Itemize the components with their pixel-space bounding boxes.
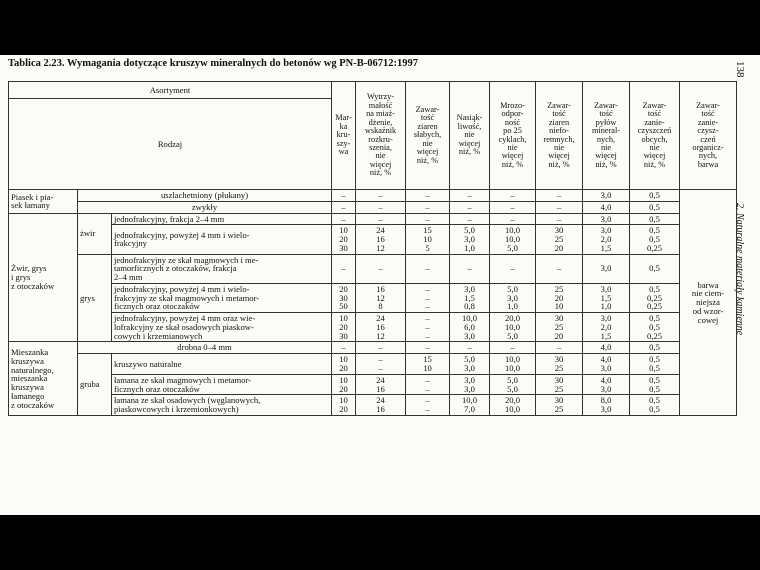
subgroup-grys: grys bbox=[78, 254, 112, 342]
cell-mrozoodpornosc: 20,0 10,0 bbox=[490, 395, 536, 416]
group-mieszanka: Mieszanka kruszywa naturalnego, mieszanka kruszywa łamanego z otoczaków bbox=[9, 342, 78, 415]
cell-marka: – bbox=[332, 190, 356, 202]
cell-marka: 20 30 50 bbox=[332, 283, 356, 312]
cell-zanieczyszczenia-obce: 0,5 0,5 0,25 bbox=[630, 313, 680, 342]
row-rodzaj: jednofrakcyjny, frakcja 2–4 mm bbox=[112, 213, 332, 225]
cell-ziarna-nieforemne: 25 20 10 bbox=[536, 283, 583, 312]
cell-nasiakliwosc: – bbox=[450, 342, 490, 354]
cell-ziarna-slabe: – – – bbox=[406, 283, 450, 312]
requirements-table bbox=[8, 81, 737, 416]
cell-wytrzymalosc: 24 16 12 bbox=[356, 313, 406, 342]
cell-mrozoodpornosc: – bbox=[490, 342, 536, 354]
cell-nasiakliwosc: – bbox=[450, 190, 490, 202]
cell-pyly: 3,0 1,5 1,0 bbox=[583, 283, 630, 312]
cell-zanieczyszczenia-obce: 0,5 bbox=[630, 213, 680, 225]
cell-ziarna-slabe: – bbox=[406, 201, 450, 213]
cell-nasiakliwosc: 3,0 1,5 0,8 bbox=[450, 283, 490, 312]
subgroup-zwir: żwir bbox=[78, 213, 112, 254]
cell-nasiakliwosc: 10,0 6,0 3,0 bbox=[450, 313, 490, 342]
cell-ziarna-nieforemne: – bbox=[536, 342, 583, 354]
cell-nasiakliwosc: – bbox=[450, 254, 490, 283]
cell-wytrzymalosc: – bbox=[356, 190, 406, 202]
cell-zanieczyszczenia-obce: 0,5 0,5 bbox=[630, 395, 680, 416]
cell-wytrzymalosc: 16 12 8 bbox=[356, 283, 406, 312]
row-rodzaj: jednofrakcyjny, powyżej 4 mm i wielo- frakcyjny bbox=[112, 225, 332, 254]
cell-wytrzymalosc: – bbox=[356, 201, 406, 213]
row-rodzaj: drobna 0–4 mm bbox=[78, 342, 332, 354]
row-rodzaj: zwykły bbox=[78, 201, 332, 213]
group-piasek: Piasek i pia- sek łamany bbox=[9, 190, 78, 214]
cell-nasiakliwosc: 10,0 7,0 bbox=[450, 395, 490, 416]
table-row bbox=[9, 254, 737, 283]
table-row bbox=[9, 190, 737, 202]
table-row bbox=[9, 313, 737, 342]
subgroup-gruba: gruba bbox=[78, 354, 112, 416]
cell-marka: 10 20 bbox=[332, 354, 356, 375]
header-asortyment: Asortyment bbox=[9, 82, 332, 99]
cell-ziarna-nieforemne: – bbox=[536, 201, 583, 213]
row-rodzaj: kruszywo naturalne bbox=[112, 354, 332, 375]
cell-nasiakliwosc: 3,0 3,0 bbox=[450, 374, 490, 395]
cell-ziarna-slabe: – – bbox=[406, 374, 450, 395]
table-row bbox=[9, 283, 737, 312]
cell-mrozoodpornosc: – bbox=[490, 190, 536, 202]
cell-ziarna-nieforemne: 30 25 bbox=[536, 374, 583, 395]
cell-zanieczyszczenia-obce: 0,5 0,25 0,25 bbox=[630, 283, 680, 312]
header-zanieczyszczenia-organiczne: Zawar- tość zanie- czysz- czeń organicz- nych, barwa bbox=[680, 82, 737, 190]
cell-pyly: 3,0 bbox=[583, 254, 630, 283]
cell-pyly: 4,0 3,0 bbox=[583, 374, 630, 395]
cell-ziarna-nieforemne: – bbox=[536, 254, 583, 283]
cell-ziarna-nieforemne: 30 25 20 bbox=[536, 225, 583, 254]
cell-wytrzymalosc: – – bbox=[356, 354, 406, 375]
cell-pyly: 4,0 bbox=[583, 201, 630, 213]
cell-pyly: 4,0 3,0 bbox=[583, 354, 630, 375]
header-ziarna-nieforemne: Zawar- tość ziaren niefo- remnych, nie więcej niż, % bbox=[536, 82, 583, 190]
cell-zanieczyszczenia-obce: 0,5 0,5 bbox=[630, 354, 680, 375]
cell-mrozoodpornosc: 10,0 10,0 5,0 bbox=[490, 225, 536, 254]
cell-marka: – bbox=[332, 213, 356, 225]
cell-ziarna-nieforemne: – bbox=[536, 190, 583, 202]
header-mrozoodpornosc: Mrozo- odpor- ność po 25 cyklach, nie więcej niż, % bbox=[490, 82, 536, 190]
header-pyly: Zawar- tość pyłów mineral- nych, nie więcej niż, % bbox=[583, 82, 630, 190]
cell-nasiakliwosc: 5,0 3,0 bbox=[450, 354, 490, 375]
cell-ziarna-slabe: – bbox=[406, 213, 450, 225]
cell-ziarna-slabe: – bbox=[406, 254, 450, 283]
cell-pyly: 4,0 bbox=[583, 342, 630, 354]
row-rodzaj: łamana ze skał magmowych i metamor- ficznych oraz otoczaków bbox=[112, 374, 332, 395]
cell-ziarna-slabe: – bbox=[406, 190, 450, 202]
group-zwir-grys: Żwir, grys i grys z otoczaków bbox=[9, 213, 78, 342]
cell-nasiakliwosc: 5,0 3,0 1,0 bbox=[450, 225, 490, 254]
cell-ziarna-slabe: 15 10 bbox=[406, 354, 450, 375]
table-row bbox=[9, 201, 737, 213]
cell-zanieczyszczenia-obce: 0,5 bbox=[630, 342, 680, 354]
cell-wytrzymalosc: 24 16 bbox=[356, 374, 406, 395]
cell-wytrzymalosc: – bbox=[356, 213, 406, 225]
cell-marka: – bbox=[332, 201, 356, 213]
table-row bbox=[9, 225, 737, 254]
row-rodzaj: łamana ze skał osadowych (węglanowych, piaskowcowych i krzemionkowych) bbox=[112, 395, 332, 416]
cell-pyly: 3,0 2,0 1,5 bbox=[583, 313, 630, 342]
cell-nasiakliwosc: – bbox=[450, 213, 490, 225]
cell-ziarna-slabe: – – – bbox=[406, 313, 450, 342]
cell-zanieczyszczenia-obce: 0,5 0,5 0,25 bbox=[630, 225, 680, 254]
cell-mrozoodpornosc: – bbox=[490, 201, 536, 213]
header-ziarna-slabe: Zawar- tość ziaren słabych, nie więcej niż, % bbox=[406, 82, 450, 190]
table-row bbox=[9, 395, 737, 416]
table-row bbox=[9, 213, 737, 225]
cell-zanieczyszczenia-obce: 0,5 bbox=[630, 201, 680, 213]
header-zanieczyszczenia-obce: Zawar- tość zanie- czyszczeń obcych, nie więcej niż, % bbox=[630, 82, 680, 190]
cell-zanieczyszczenia-obce: 0,5 bbox=[630, 190, 680, 202]
cell-wytrzymalosc: – bbox=[356, 342, 406, 354]
running-head: 2. Naturalne materiały kamienne bbox=[734, 203, 745, 336]
cell-mrozoodpornosc: – bbox=[490, 254, 536, 283]
table-row bbox=[9, 354, 737, 375]
cell-ziarna-nieforemne: – bbox=[536, 213, 583, 225]
page-number: 138 bbox=[734, 61, 746, 78]
cell-marka: 10 20 30 bbox=[332, 225, 356, 254]
cell-ziarna-nieforemne: 30 25 20 bbox=[536, 313, 583, 342]
cell-marka: – bbox=[332, 342, 356, 354]
cell-mrozoodpornosc: – bbox=[490, 213, 536, 225]
cell-mrozoodpornosc: 5,0 3,0 1,0 bbox=[490, 283, 536, 312]
cell-wytrzymalosc: – bbox=[356, 254, 406, 283]
cell-mrozoodpornosc: 5,0 5,0 bbox=[490, 374, 536, 395]
cell-zanieczyszczenia-obce: 0,5 0,5 bbox=[630, 374, 680, 395]
header-wytrzymalosc: Wytrzy- małość na miaż- dżenie, wskaźnik rozkru- szenia, nie więcej niż, % bbox=[356, 82, 406, 190]
row-rodzaj: uszlachetniony (płukany) bbox=[78, 190, 332, 202]
cell-pyly: 3,0 bbox=[583, 213, 630, 225]
cell-ziarna-nieforemne: 30 25 bbox=[536, 395, 583, 416]
table-row bbox=[9, 374, 737, 395]
cell-wytrzymalosc: 24 16 12 bbox=[356, 225, 406, 254]
row-rodzaj: jednofrakcyjny, powyżej 4 mm oraz wie- lofrakcyjny ze skał osadowych piaskow- cowych i krzemianowych bbox=[112, 313, 332, 342]
table-caption: Tablica 2.23. Wymagania dotyczące kruszyw mineralnych do betonów wg PN-B-06712:1997 bbox=[8, 58, 418, 69]
document-page bbox=[0, 55, 760, 515]
cell-pyly: 3,0 bbox=[583, 190, 630, 202]
header-rodzaj: Rodzaj bbox=[9, 99, 332, 190]
cell-pyly: 8,0 3,0 bbox=[583, 395, 630, 416]
cell-ziarna-slabe: – – bbox=[406, 395, 450, 416]
row-rodzaj: jednofrakcyjny ze skał magmowych i me- tamorficznych z otoczaków, frakcja 2–4 mm bbox=[112, 254, 332, 283]
cell-marka: 10 20 bbox=[332, 395, 356, 416]
cell-marka: – bbox=[332, 254, 356, 283]
row-rodzaj: jednofrakcyjny, powyżej 4 mm i wielo- frakcyjny ze skał magmowych i metamor- ficznych oraz otoczaków bbox=[112, 283, 332, 312]
cell-marka: 10 20 bbox=[332, 374, 356, 395]
cell-ziarna-slabe: – bbox=[406, 342, 450, 354]
cell-mrozoodpornosc: 10,0 10,0 bbox=[490, 354, 536, 375]
header-nasiakliwosc: Nasiąk- liwość, nie więcej niż, % bbox=[450, 82, 490, 190]
cell-zanieczyszczenia-organiczne: barwa nie ciem- niejsza od wzor- cowej bbox=[680, 190, 737, 416]
cell-nasiakliwosc: – bbox=[450, 201, 490, 213]
cell-ziarna-nieforemne: 30 25 bbox=[536, 354, 583, 375]
table-row bbox=[9, 342, 737, 354]
cell-pyly: 3,0 2,0 1,5 bbox=[583, 225, 630, 254]
cell-marka: 10 20 30 bbox=[332, 313, 356, 342]
header-marka: Mar- ka kru- szy- wa bbox=[332, 82, 356, 190]
cell-mrozoodpornosc: 20,0 10,0 5,0 bbox=[490, 313, 536, 342]
cell-zanieczyszczenia-obce: 0,5 bbox=[630, 254, 680, 283]
cell-ziarna-slabe: 15 10 5 bbox=[406, 225, 450, 254]
cell-wytrzymalosc: 24 16 bbox=[356, 395, 406, 416]
